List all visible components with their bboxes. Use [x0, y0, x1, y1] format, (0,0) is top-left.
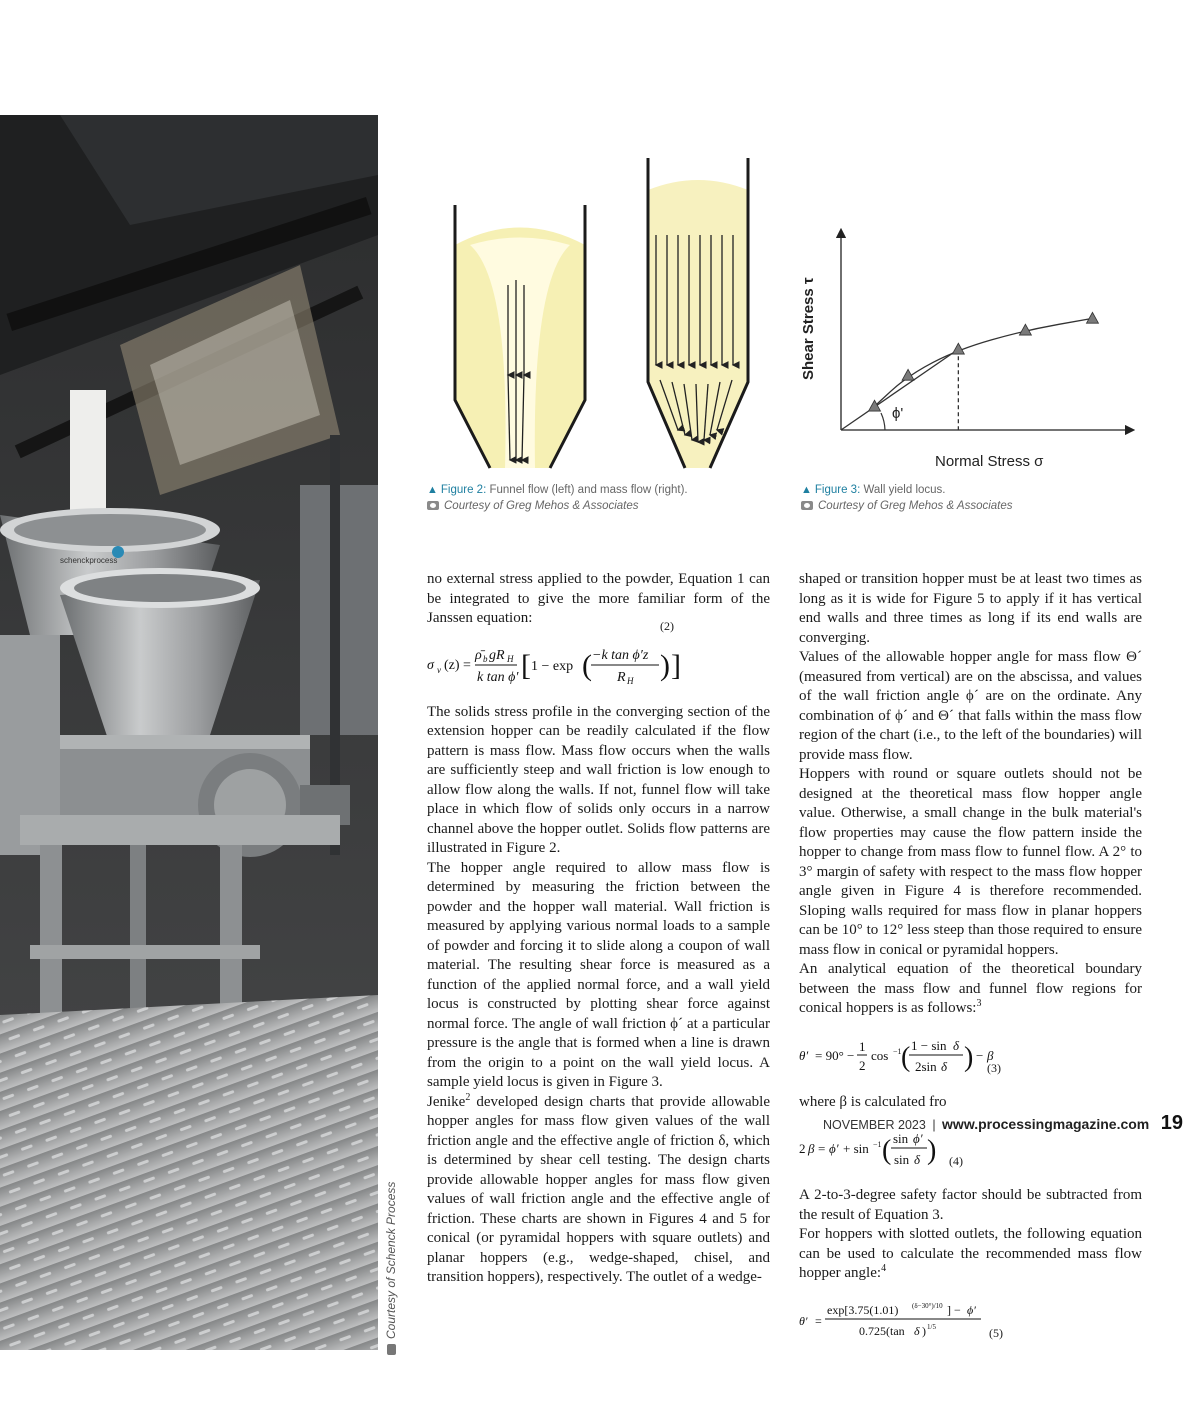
text-run: developed design charts that provide allowable hopper angles for mass flow given values of the wall friction angle and the effective angle of friction δ, which is determined by shear cell testing. The design charts provide allowable hopper angles for mass flow given values of wall friction angle and the effective angle of friction. These charts are shown in Figures 4 and 5 for conical (or pyramidal hoppers with square outlets) and planar hoppers (e.g., wedge-shaped, chisel, and transition hoppers), respectively. The outlet of a wedge-: [427, 1093, 770, 1285]
svg-text:σ: σ: [427, 657, 434, 673]
paragraph: A 2-to-3-degree safety factor should be subtracted from the result of Equation 3.: [799, 1187, 1142, 1223]
paragraph: shaped or transition hopper must be at least two times as long as it is wide for Figure 5 to apply if it has vertical end walls and three times as long if its end walls are converging.: [799, 571, 1142, 646]
figure-3-label: Figure 3:: [814, 484, 861, 496]
svg-text:(: (: [882, 1135, 892, 1166]
paragraph: The hopper angle required to allow mass flow is determined by measuring the friction between the powder and the hopper wall material. Wall friction is measured by applying various normal loads to a sample of powder and forcing it to slide along a coupon of wall material. The resulting shear force is measured as a function of the applied normal force, and a wall yield locus is constructed by plotting shear force against normal force. The angle of wall friction ϕ´ at a particular pressure is the angle that is formed when a line is drawn from the origin to a point on the wall yield locus. A sample yield locus is given in Figure 3.: [427, 859, 770, 1090]
svg-text:0.725(tan: 0.725(tan: [859, 1323, 905, 1338]
equation-5: [799, 1294, 1142, 1346]
svg-text:1 − sin: 1 − sin: [911, 1037, 947, 1053]
equation-2-number: (2): [660, 618, 674, 633]
svg-text:β: β: [987, 1047, 994, 1063]
paragraph: The solids stress profile in the converging section of the extension hopper can be readily calculated if the flow pattern is mass flow. Mass flow occurs when the walls are sufficiently steep and wall friction is low enough to allow flow along the walls. If not, funnel flow will take place in which flow of solids only occurs in a narrow channel above the hopper outlet. Solids flow patterns are illustrated in Figure 2.: [427, 703, 770, 856]
camera-icon: [801, 501, 813, 510]
svg-text:(δ−30°)/10: (δ−30°)/10: [912, 1301, 943, 1310]
equation-3-number: (3): [987, 1060, 1001, 1075]
paragraph: [799, 1225, 1142, 1284]
equation-5-number: (5): [989, 1325, 1003, 1340]
svg-text:] −: ] −: [947, 1302, 961, 1317]
svg-text:]: ]: [671, 648, 681, 682]
svg-text:=: =: [818, 1141, 826, 1156]
svg-text:1: 1: [859, 1038, 866, 1054]
svg-text:H: H: [507, 653, 514, 664]
svg-text:2: 2: [799, 1141, 806, 1156]
data-points: [869, 312, 1099, 411]
figure-2-illustration: [440, 150, 770, 480]
footnote-ref: 2: [465, 1091, 471, 1103]
yield-locus-curve: [875, 318, 1093, 406]
funnel-flow-silo: [455, 205, 585, 468]
text-run: Jenike: [427, 1093, 466, 1110]
paragraph: no external stress applied to the powder, Equation 1 can be integrated to give the more familiar form of the Janssen equation:: [427, 571, 770, 626]
footer-separator: |: [932, 1118, 936, 1132]
mass-flow-silo: [648, 158, 748, 468]
paragraph: Hoppers with round or square outlets should not be designed at the theoretical mass flow hopper angle value. Otherwise, a small change in the bulk material's flow properties may cause the flow pattern inside the hopper to change from mass flow to funnel flow. A 2° to 3° margin of safety with respect to the mass flow hopper angle given in Figure 4 is therefore recommended. Sloping walls required for mass flow in planar hoppers can be 10° to 12° less steep than those required to ensure mass flow in conical or pyramidal hoppers.: [799, 766, 1142, 958]
svg-text:= 90° −: = 90° −: [815, 1047, 855, 1063]
svg-text:1/5: 1/5: [927, 1322, 936, 1331]
svg-text:δ: δ: [941, 1058, 948, 1074]
svg-text:k tan ϕ′: k tan ϕ′: [477, 669, 519, 685]
data-point-5: [1086, 312, 1098, 323]
figure-2-caption: [427, 482, 767, 514]
svg-text:δ: δ: [953, 1037, 960, 1053]
angle-label: ϕ': [892, 405, 904, 422]
svg-text:δ: δ: [914, 1323, 920, 1338]
figure-2-title: Funnel flow (left) and mass flow (right).: [486, 484, 688, 496]
text-column-right: [799, 570, 1142, 1358]
svg-text:−: −: [976, 1047, 984, 1063]
svg-text:ρ̄: ρ̄: [475, 647, 482, 663]
svg-text:sin: sin: [894, 1152, 910, 1167]
svg-text:): ): [660, 648, 670, 682]
paragraph: where β is calculated fro: [799, 1093, 947, 1110]
svg-text:R: R: [617, 669, 626, 685]
camera-icon: [427, 501, 439, 510]
paragraph: Values of the allowable hopper angle for mass flow Θ´ (measured from vertical) are on the abscissa, and values of the wall friction angle ϕ´ are on the ordinate. Any combination of ϕ´ and Θ´ that falls within the mass flow region of the chart (i.e., to the left of the boundaries) will provide mass flow.: [799, 649, 1142, 763]
svg-text:(z) =: (z) =: [444, 657, 471, 673]
text-run: For hoppers with slotted outlets, the following equation can be used to calculate the recommended mass flow hopper angle:: [799, 1226, 1142, 1281]
svg-text:β: β: [808, 1141, 815, 1156]
camera-icon: [387, 1344, 396, 1355]
svg-text:−1: −1: [873, 1140, 882, 1149]
triangle-marker-icon: ▲: [427, 484, 438, 496]
svg-text:gR: gR: [489, 647, 505, 663]
svg-text:1 − exp: 1 − exp: [531, 658, 574, 674]
svg-text:v: v: [437, 664, 441, 675]
website-link[interactable]: www.processingmagazine.com: [942, 1116, 1150, 1132]
figure-3-credit: Courtesy of Greg Mehos & Associates: [818, 500, 1013, 512]
text-column-left: [427, 570, 770, 1288]
figure-3-title: Wall yield locus.: [860, 484, 946, 496]
photo-illustration: [0, 115, 378, 1350]
svg-text:b: b: [483, 653, 488, 664]
figure-3-chart: [795, 225, 1140, 480]
svg-text:cos: cos: [871, 1047, 889, 1063]
footnote-ref: 3: [976, 998, 982, 1009]
svg-text:ϕ′: ϕ′: [967, 1302, 976, 1317]
svg-text:−1: −1: [893, 1046, 902, 1056]
svg-text:): ): [964, 1041, 974, 1073]
svg-text:(: (: [901, 1041, 911, 1073]
y-axis-label: Shear Stress τ: [800, 277, 817, 380]
svg-text:exp[3.75(1.01): exp[3.75(1.01): [827, 1302, 899, 1317]
svg-text:H: H: [627, 675, 634, 686]
triangle-marker-icon: ▲: [801, 484, 812, 496]
svg-text:+ sin: + sin: [843, 1141, 869, 1156]
equation-3: [799, 1029, 1142, 1081]
x-axis-label: Normal Stress σ: [935, 453, 1044, 470]
svg-text:θ′: θ′: [799, 1047, 809, 1063]
figure-2-credit: Courtesy of Greg Mehos & Associates: [444, 500, 639, 512]
svg-text:2: 2: [859, 1057, 866, 1073]
svg-text:sin: sin: [893, 1131, 909, 1146]
equation-4-number: (4): [949, 1154, 963, 1168]
svg-text:[: [: [521, 648, 531, 682]
figure-3-caption: [801, 482, 1141, 514]
industrial-equipment-photo: [0, 115, 378, 1350]
svg-text:−k tan ϕ′z: −k tan ϕ′z: [592, 647, 649, 663]
issue-date: NOVEMBER 2023: [823, 1118, 926, 1132]
footnote-ref: 4: [881, 1263, 887, 1274]
paragraph: [427, 1093, 770, 1288]
page-number: 19: [1160, 1112, 1183, 1134]
brand-text: schenckprocess: [60, 556, 118, 565]
text-run: An analytical equation of the theoretical boundary between the mass flow and funnel flow regions for conical hoppers is as follows:: [799, 961, 1142, 1016]
svg-text:): ): [922, 1323, 926, 1338]
svg-text:(: (: [582, 648, 592, 682]
photo-credit-text: Courtesy of Schenck Process: [384, 1181, 398, 1339]
wall-yield-locus-svg: [795, 225, 1140, 480]
svg-text:ϕ′: ϕ′: [829, 1141, 839, 1156]
svg-text:θ′: θ′: [799, 1313, 808, 1328]
photo-credit: [384, 1181, 398, 1355]
svg-text:ϕ′: ϕ′: [913, 1131, 923, 1146]
equation-2: [427, 618, 770, 691]
svg-text:=: =: [815, 1313, 822, 1328]
angle-arc: [881, 413, 885, 430]
figure-2-label: Figure 2:: [440, 484, 487, 496]
svg-text:δ: δ: [914, 1152, 921, 1167]
page-footer: [823, 1112, 1183, 1135]
svg-text:2sin: 2sin: [915, 1058, 937, 1074]
paragraph: [799, 960, 1142, 1019]
svg-text:): ): [927, 1135, 937, 1166]
